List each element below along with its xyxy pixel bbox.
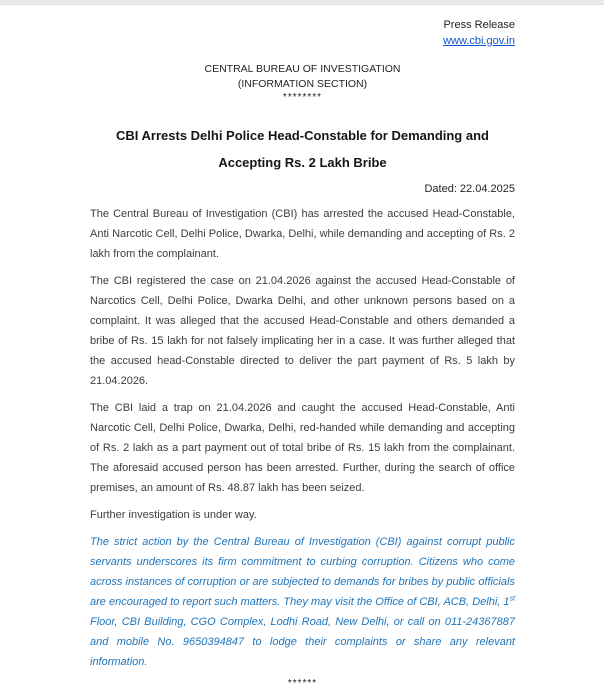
press-title: CBI Arrests Delhi Police Head-Constable for Demanding and Accepting Rs. 2 Lakh Bribe — [116, 128, 489, 170]
ordinal-suffix-superscript: st — [509, 595, 515, 603]
org-header — [90, 62, 515, 104]
org-section-line: (INFORMATION SECTION) — [237, 78, 368, 90]
notice-text-part2: Floor, CBI Building, CGO Complex, Lodhi Road, New Delhi, or call on 011-24367887 and mobile No. 9650394847 to lodge their complaints or share any relevant information. — [90, 616, 515, 668]
cbi-website-link[interactable]: www.cbi.gov.in — [443, 35, 515, 47]
paragraph-arrest-summary: The Central Bureau of Investigation (CBI) has arrested the accused Head-Constable, Anti Narcotic Cell, Delhi Police, Dwarka, Delhi, while demanding and accepting of Rs. 2 lakh from the complainant. — [90, 208, 515, 260]
org-name-line: CENTRAL BUREAU OF INVESTIGATION — [204, 63, 401, 75]
notice-text-part1: The strict action by the Central Bureau of Investigation (CBI) against corrupt public servants underscores its firm commitment to curbing corruption. Citizens who come across instances of corruption or are subjected to demands for bribes by public officials are encouraged to report such matters. They may visit the Office of CBI, ACB, Delhi, 1 — [90, 536, 515, 608]
paragraph-trap-and-seizure: The CBI laid a trap on 21.04.2026 and caught the accused Head-Constable, Anti Narcotic Cell, Delhi Police, Dwarka, Delhi, red-handed while demanding and accepting of Rs. 2 lakh as a part payment out of total bribe of Rs. 15 lakh from the complainant. The aforesaid accused person has been arrested. Further, during the search of office premises, an amount of Rs. 48.87 lakh has been seized. — [90, 402, 515, 494]
header-separator: ******** — [282, 92, 323, 103]
paragraph-investigation-status: Further investigation is under way. — [90, 509, 257, 521]
dated-line: Dated: 22.04.2025 — [424, 183, 515, 195]
masthead — [90, 18, 515, 48]
press-release-label: Press Release — [443, 19, 515, 31]
public-notice-paragraph — [90, 532, 515, 672]
footer-separator: ****** — [287, 678, 318, 689]
document-content — [0, 5, 604, 689]
paragraph-case-registration: The CBI registered the case on 21.04.2026 against the accused Head-Constable of Narcotics Cell, Delhi Police, Dwarka Delhi, and other unknown persons based on a complaint. It was alleged that the accused Head-Constable and others demanded a bribe of Rs. 15 lakh for not falsely implicating her in a case. It was further alleged that the accused head-Constable directed to deliver the part payment of Rs. 5 lakh by 21.04.2026. — [90, 275, 515, 387]
